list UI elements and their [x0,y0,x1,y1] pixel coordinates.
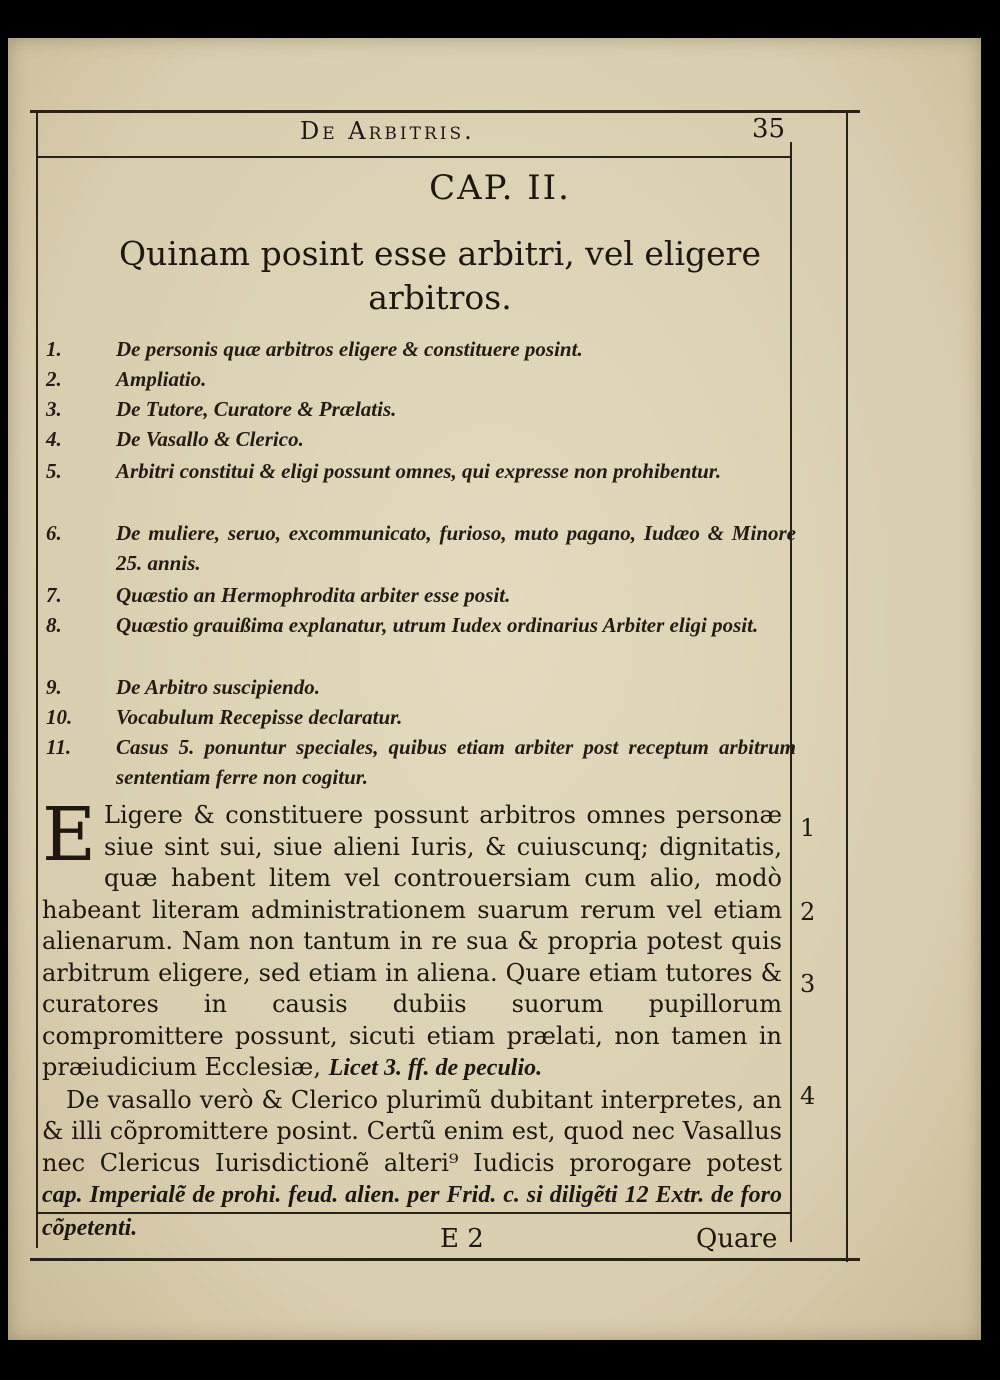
paragraph-text: De vasallo verò & Clerico plurimũ dubitant interpretes, an & illi cõpromittere posint. Certũ enim est, quod nec Vasallus nec Clericus Iurisdictionẽ alteri⁹ Iudicis prorogare potest [42,1085,782,1177]
catchword: Quare [696,1224,778,1254]
summary-number: 8. [46,613,62,637]
summary-number: 10. [46,705,73,729]
summary-number: 9. [46,675,62,699]
summary-text: Quæstio an Hermophrodita arbiter esse posit. [116,583,511,607]
citation: cap. Imperialẽ de prohi. feud. alien. per Frid. c. si diligẽti 12 Extr. de foro cõpetenti. [42,1182,782,1241]
summary-text: Casus 5. ponuntur speciales, quibus etiam arbiter post receptum arbitrum sententiam ferre non cogitur. [116,735,796,789]
left-frame-rule [36,112,38,1248]
summary-number: 1. [46,337,62,361]
chapter-title: Quinam posint esse arbitri, vel eligere arbitros. [119,234,761,317]
chapter-heading: CAP. II. [429,168,571,208]
summary-number: 7. [46,583,62,607]
summary-text: De Tutore, Curatore & Prælatis. [116,397,397,421]
paragraph [42,1085,782,1245]
page-number: 35 [752,114,786,144]
summary-number: 5. [46,459,62,483]
paragraph [42,792,782,1085]
body-text [42,792,782,1244]
citation: Licet 3. ff. de peculio. [328,1055,543,1081]
summary-text: De Arbitro suscipiendo. [116,675,320,699]
summary-text: Quæstio grauißima explanatur, utrum Iudex ordinarius Arbiter eligi posit. [116,613,759,637]
header-rule [38,156,790,158]
summary-number: 4. [46,427,62,451]
margin-number: 1 [800,814,816,842]
summary-text: Vocabulum Recepisse declaratur. [116,705,403,729]
margin-number: 2 [800,898,816,926]
summary-number: 6. [46,521,62,545]
summary-text: De personis quæ arbitros eligere & constituere posint. [116,337,583,361]
drop-cap: E [42,792,97,878]
paragraph-text: Ligere & constituere possunt arbitros omnes personæ siue sint sui, siue alieni Iuris, & cuiuscunq; dignitatis, quæ habent litem vel controuersiam cum alio, modò habeant literam administrationem suarum rerum vel etiam alienarum. Nam non tantum in re sua & propria potest quis arbitrum eligere, sed etiam in aliena. Quare etiam tutores & curatores in causis dubiis suorum pupillorum compromittere possunt, sicuti etiam prælati, non tamen in præiudicium Ecclesiæ, [42,801,782,1081]
running-head: De Arbitris. [300,117,475,145]
summary-text: Arbitri constitui & eligi possunt omnes, qui expresse non prohibentur. [116,459,722,483]
margin-number: 3 [800,970,816,998]
footer-rule [30,1258,860,1261]
summary-number: 2. [46,367,62,391]
top-double-rule [30,110,860,113]
outer-right-rule [846,112,848,1262]
summary-text: De Vasallo & Clerico. [116,427,304,451]
margin-number: 4 [800,1082,816,1110]
summary-number: 3. [46,397,62,421]
summary-number: 11. [46,735,72,759]
summary-text: Ampliatio. [116,367,207,391]
signature-mark: E 2 [440,1224,484,1254]
summary-text: De muliere, seruo, excommunicato, furioso, muto pagano, Iudæo & Minore 25. annis. [116,521,796,575]
